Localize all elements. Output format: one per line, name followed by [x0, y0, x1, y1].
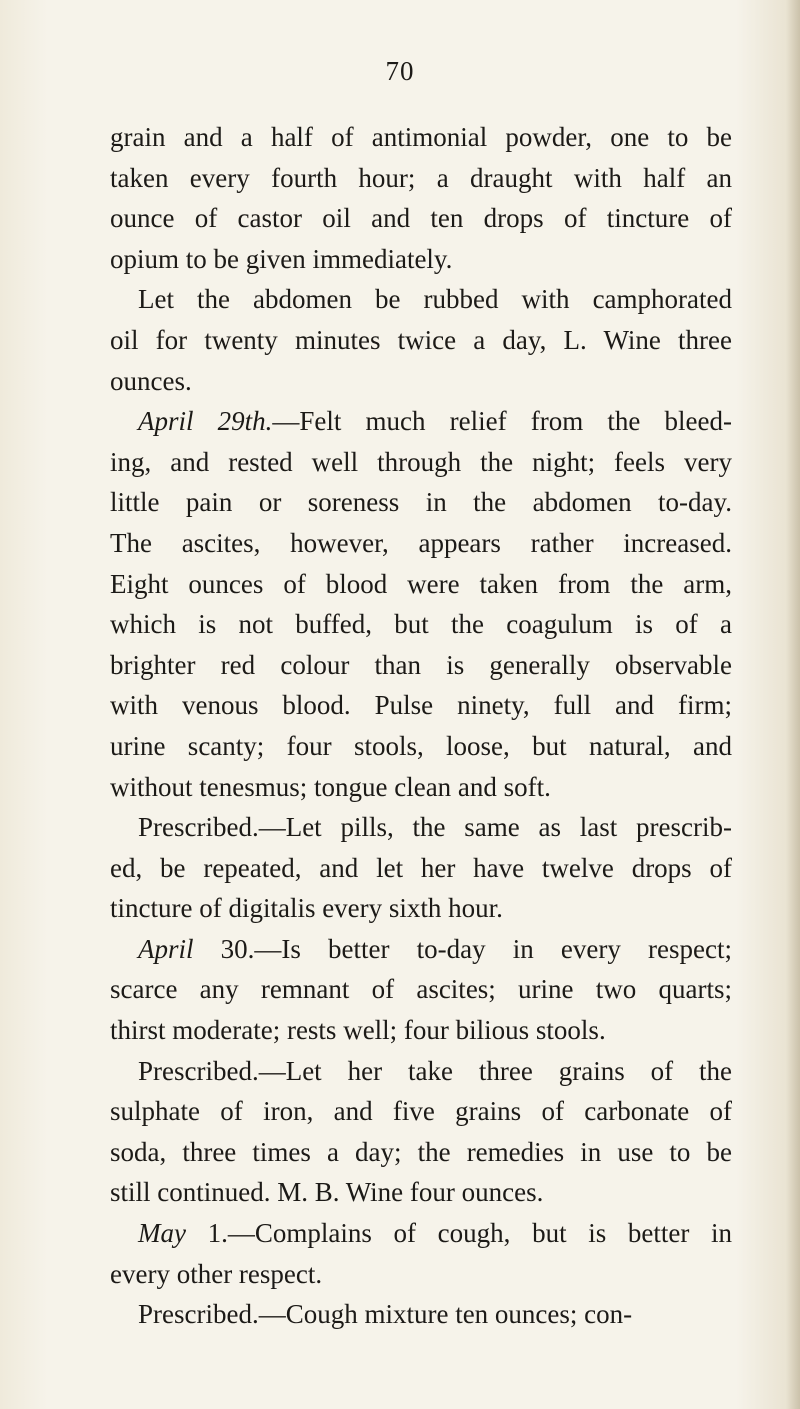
paragraph [110, 117, 732, 279]
line-text: scarce any remnant of ascites; urine two quarts; [110, 974, 732, 1005]
entry-date: April [138, 933, 194, 964]
line-text: —Felt much relief from the bleed- [272, 406, 732, 437]
text-line [110, 1172, 732, 1213]
page-number: 70 [385, 56, 415, 86]
text-line [110, 482, 732, 523]
body-text [110, 117, 732, 1335]
text-line [110, 767, 732, 808]
text-line [110, 604, 732, 645]
line-text: soda, three times a day; the remedies in use to be [110, 1136, 732, 1167]
line-text: taken every fourth hour; a draught with half an [110, 162, 732, 193]
text-line [110, 401, 732, 442]
line-text: ed, be repeated, and let her have twelve drops of [110, 852, 732, 883]
line-text: opium to be given immediately. [110, 243, 453, 274]
line-text: little pain or soreness in the abdomen to-day. [110, 487, 732, 518]
line-text: Prescribed.—Let her take three grains of the [138, 1055, 732, 1086]
text-line [110, 1294, 732, 1335]
line-text: Prescribed.—Let pills, the same as last prescrib- [138, 812, 732, 843]
paragraph [110, 929, 732, 1051]
line-text: tincture of digitalis every sixth hour. [110, 893, 503, 924]
line-text: ounces. [110, 365, 192, 396]
paragraph [110, 807, 732, 929]
text-line [110, 158, 732, 199]
text-line [110, 198, 732, 239]
text-line [110, 969, 732, 1010]
line-text: Prescribed.—Cough mixture ten ounces; con- [138, 1299, 633, 1330]
entry-date: April 29th. [138, 406, 273, 437]
line-text: Eight ounces of blood were taken from the arm, [110, 568, 732, 599]
text-line [110, 564, 732, 605]
line-text: sulphate of iron, and five grains of carbonate of [110, 1096, 732, 1127]
line-text: brighter red colour than is generally observable [110, 649, 732, 680]
text-line [110, 1132, 732, 1173]
line-text: thirst moderate; rests well; four bilious stools. [110, 1015, 606, 1046]
text-line [110, 442, 732, 483]
text-line [110, 320, 732, 361]
line-text: oil for twenty minutes twice a day, L. Wine three [110, 324, 732, 355]
line-text: with venous blood. Pulse ninety, full and firm; [110, 690, 732, 721]
line-text: still continued. M. B. Wine four ounces. [110, 1177, 544, 1208]
text-line [110, 117, 732, 158]
text-line [110, 807, 732, 848]
text-line [110, 1010, 732, 1051]
text-line [110, 726, 732, 767]
line-text: every other respect. [110, 1258, 323, 1289]
text-line [110, 361, 732, 402]
line-text: 30.—Is better to-day in every respect; [193, 933, 732, 964]
text-line [110, 1091, 732, 1132]
text-line [110, 523, 732, 564]
text-line [110, 279, 732, 320]
text-line [110, 1254, 732, 1295]
paragraph [110, 1294, 732, 1335]
line-text: without tenesmus; tongue clean and soft. [110, 771, 551, 802]
line-text: urine scanty; four stools, loose, but natural, and [110, 730, 732, 761]
entry-date: May [138, 1218, 186, 1249]
text-line [110, 685, 732, 726]
text-line [110, 645, 732, 686]
line-text: 1.—Complains of cough, but is better in [185, 1218, 732, 1249]
text-line [110, 1051, 732, 1092]
text-line [110, 1213, 732, 1254]
line-text: The ascites, however, appears rather increased. [110, 527, 732, 558]
text-line [110, 848, 732, 889]
paragraph [110, 1213, 732, 1294]
paragraph [110, 401, 732, 807]
page-edge-shadow [786, 0, 800, 1409]
text-line [110, 929, 732, 970]
line-text: ounce of castor oil and ten drops of tincture of [110, 203, 732, 234]
paragraph [110, 1051, 732, 1213]
line-text: grain and a half of antimonial powder, one to be [110, 122, 732, 152]
line-text: Let the abdomen be rubbed with camphorated [138, 284, 732, 315]
text-line [110, 239, 732, 280]
text-line [110, 888, 732, 929]
line-text: which is not buffed, but the coagulum is of a [110, 609, 732, 640]
line-text: ing, and rested well through the night; feels very [110, 446, 732, 477]
paragraph [110, 279, 732, 401]
